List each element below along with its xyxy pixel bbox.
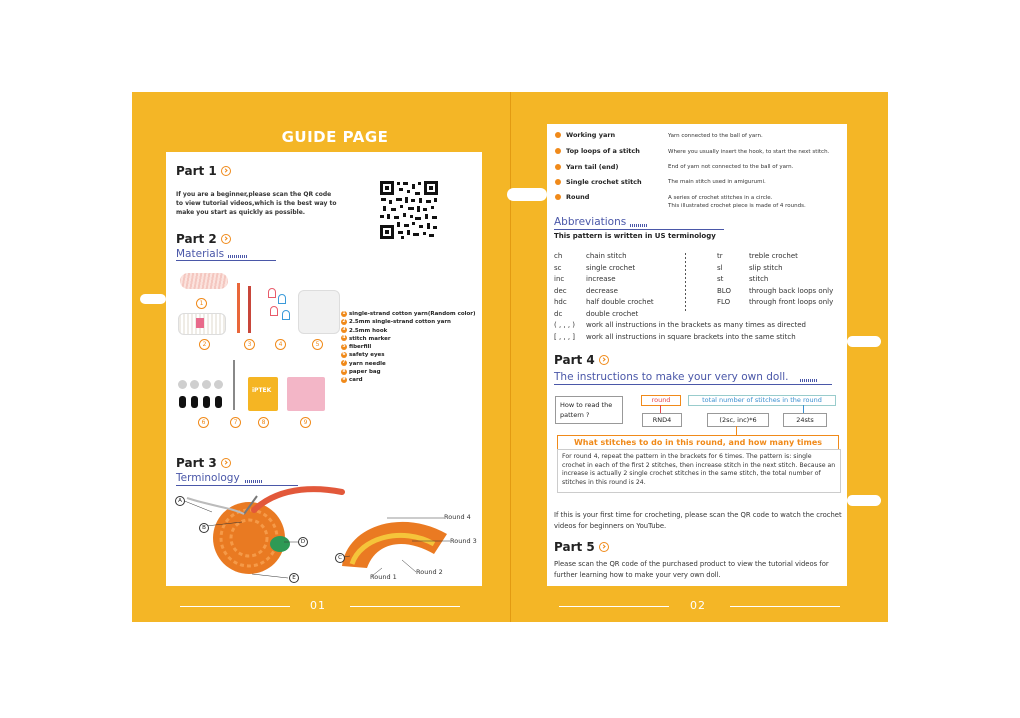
arrow-icon xyxy=(599,542,609,552)
rnd-box: RND4 xyxy=(642,413,682,427)
arrow-icon xyxy=(221,234,231,244)
underline xyxy=(554,384,832,385)
stitch-markers-image xyxy=(266,288,296,328)
round-1-label: Round 1 xyxy=(370,573,397,581)
page-line xyxy=(180,606,290,607)
page-number-left: 01 xyxy=(310,599,326,612)
term-item: Top loops of a stitch xyxy=(555,147,640,159)
bullet-icon xyxy=(555,164,561,170)
hook-image-2 xyxy=(248,286,251,333)
hook-image xyxy=(237,283,240,333)
part3-heading: Part 3 xyxy=(176,456,231,470)
number-badge: 6 xyxy=(198,417,209,428)
sts-box: 24sts xyxy=(783,413,827,427)
bullet-icon xyxy=(555,194,561,200)
bullet-icon xyxy=(555,148,561,154)
round-3-label: Round 3 xyxy=(450,537,477,545)
total-label-box: total number of stitches in the round xyxy=(688,395,836,406)
page-line xyxy=(730,606,840,607)
label-d: D xyxy=(298,537,308,547)
term-item: Single crochet stitch xyxy=(555,178,642,190)
number-badge: 2 xyxy=(199,339,210,350)
label-c: C xyxy=(335,553,345,563)
round-4-label: Round 4 xyxy=(444,513,471,521)
formula-box: (2sc, inc)*6 xyxy=(707,413,769,427)
card-image xyxy=(287,377,325,411)
part5-heading: Part 5 xyxy=(554,540,609,554)
yarn-label xyxy=(196,318,204,328)
arrow-icon xyxy=(599,355,609,365)
list-item: 2 2.5mm single-strand cotton yarn xyxy=(342,318,451,326)
qr-code-icon[interactable] xyxy=(379,180,439,240)
part1-text: If you are a beginner,please scan the QR code to view tutorial videos,which is the best way to make you start as quickly as possible. xyxy=(176,191,337,216)
arrow-icon xyxy=(221,458,231,468)
list-item: 9 card xyxy=(342,376,363,384)
list-item: 4 stitch marker xyxy=(342,335,391,342)
zigzag-decoration xyxy=(800,379,818,382)
number-badge: 8 xyxy=(258,417,269,428)
list-item: 8 paper bag xyxy=(342,368,381,376)
part5-text: Please scan the QR code of the purchased product to view the tutorial videos for further learning how to make your very own doll. xyxy=(554,560,829,579)
term-definition: The main stitch used in amigurumi. xyxy=(668,179,766,185)
number-badge: 1 xyxy=(196,298,207,309)
how-to-read-box: How to read the pattern ? xyxy=(555,396,623,424)
yarn-needle-image xyxy=(233,360,235,410)
yarn-skein-image xyxy=(180,273,228,289)
list-item: 6 safety eyes xyxy=(342,351,385,359)
part2-heading: Part 2 xyxy=(176,232,231,246)
underline xyxy=(554,229,724,230)
page-line xyxy=(350,606,460,607)
number-badge: 5 xyxy=(312,339,323,350)
term-item: Round xyxy=(555,193,589,205)
part1-heading: Part 1 xyxy=(176,164,231,178)
round-label-box: round xyxy=(641,395,681,406)
what-text-box: For round 4, repeat the pattern in the brackets for 6 times. The pattern is: single crochet in each of the first 2 stitches, then increase stitch in the next stitch. Because an increase is actually 2 single crochet stitches in the same stitch, the total number of stitches in this round is 24. xyxy=(557,449,841,493)
column-divider xyxy=(685,253,686,313)
first-time-text: If this is your first time for crocheting, please scan the QR code to watch the crochet videos for beginners on YouTube. xyxy=(554,511,842,530)
arrow-icon xyxy=(221,166,231,176)
materials-list xyxy=(341,310,476,385)
zigzag-decoration xyxy=(630,224,648,227)
list-item: 5 fiberfill xyxy=(342,343,372,351)
fiberfill-image xyxy=(298,290,340,334)
zigzag-decoration xyxy=(228,255,248,258)
connector xyxy=(660,405,661,413)
round-2-label: Round 2 xyxy=(416,568,443,576)
zigzag-decoration xyxy=(245,480,263,483)
paper-bag-image: iPTEK xyxy=(248,377,278,411)
what-title-box: What stitches to do in this round, and how many times xyxy=(557,435,839,450)
list-item: 3 2.5mm hook xyxy=(342,327,388,334)
instructions-subheading: The instructions to make your very own doll. xyxy=(554,371,789,383)
term-definition: Where you usually insert the hook, to start the next stitch. xyxy=(668,149,830,155)
materials-subheading: Materials xyxy=(176,248,225,260)
underline xyxy=(176,260,276,261)
list-item: 7 yarn needle xyxy=(342,360,386,367)
cloud-right-1 xyxy=(847,336,881,347)
term-definition: A series of crochet stitches in a circle. This illustrated crochet piece is made of 4 rounds. xyxy=(668,195,806,209)
center-fold xyxy=(510,92,511,622)
label-b: B xyxy=(199,523,209,533)
terminology-subheading: Terminology xyxy=(176,472,240,484)
guide-title: GUIDE PAGE xyxy=(281,128,389,146)
cloud-right-2 xyxy=(847,495,881,506)
part4-heading: Part 4 xyxy=(554,353,609,367)
number-badge: 3 xyxy=(244,339,255,350)
cloud-mid xyxy=(507,188,547,201)
number-badge: 9 xyxy=(300,417,311,428)
label-e: E xyxy=(289,573,299,583)
bullet-icon xyxy=(555,132,561,138)
safety-eyes-image xyxy=(178,380,226,410)
page-number-right: 02 xyxy=(690,599,706,612)
term-definition: Yarn connected to the ball of yarn. xyxy=(668,133,763,139)
number-badge: 4 xyxy=(275,339,286,350)
term-definition: End of yarn not connected to the ball of yarn. xyxy=(668,164,794,170)
cloud-left xyxy=(140,294,166,304)
abbreviations-subheading: Abbreviations xyxy=(554,216,627,228)
bullet-icon xyxy=(555,179,561,185)
number-badge: 7 xyxy=(230,417,241,428)
list-item: 1 single-strand cotton yarn(Random color) xyxy=(342,310,476,317)
term-item: Yarn tail (end) xyxy=(555,163,618,175)
abbreviations-note: This pattern is written in US terminology xyxy=(554,232,716,240)
page-line xyxy=(559,606,669,607)
connector xyxy=(803,405,804,413)
label-a: A xyxy=(175,496,185,506)
term-item: Working yarn xyxy=(555,131,615,143)
